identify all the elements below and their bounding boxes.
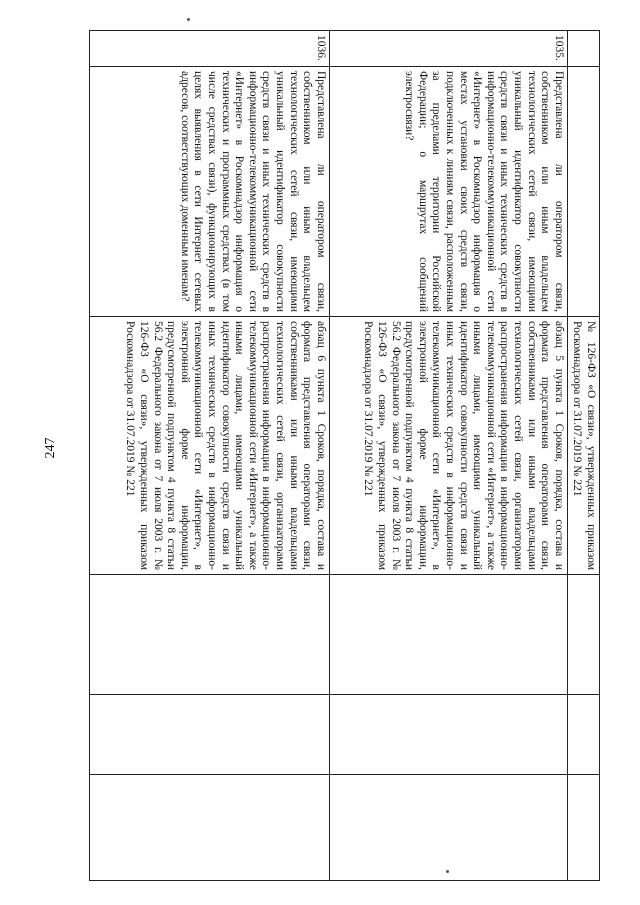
scan-mark [187,18,190,21]
row-number: 1035. [329,31,567,67]
legal-basis-cell: абзац 6 пункта 1 Сроков, порядка, состава и формата представления операторами связи, собственниками или иными владельцами технологических сетей связи, организаторами распространения информации в информационно-телекоммуникационной сети «Интернет», а также иными лицами, имеющими уникальный идентификатор совокупности средств связи и иных технических средств в информационно-телекоммуникационной сети «Интернет», в электронной форме информации, предусмотренной подпунктом 4 пункта 8 статьи 56.2 Федерального закона от 7 июля 2003 г. № 126-ФЗ «О связи», утвержденных приказом Роскомнадзора от 31.07.2019 № 221 [89,317,329,575]
question-cell [567,67,599,317]
legal-basis-cell: абзац 5 пункта 1 Сроков, порядка, состава и формата представления операторами связи, собственниками или иными владельцами технологических сетей связи, организаторами распространения информации в информационно-телекоммуникационной сети «Интернет», а также иными лицами, имеющими уникальный идентификатор совокупности средств связи и иных технических средств в информационно-телекоммуникационной сети «Интернет», в электронной форме информации, предусмотренной подпунктом 4 пункта 8 статьи 56.2 Федерального закона от 7 июля 2003 г. № 126-ФЗ «О связи», утвержденных приказом Роскомнадзора от 31.07.2019 № 221 [329,317,567,575]
answer-cell [89,695,329,775]
comment-cell [567,775,599,881]
row-number: 1036. [89,31,329,67]
comment-cell [329,775,567,881]
answer-cell [329,695,567,775]
table-row [89,31,329,881]
table-row [567,31,599,881]
answer-cell [329,575,567,695]
requirements-table [89,30,600,881]
page-number: 247 [43,437,58,459]
answer-cell [567,575,599,695]
answer-cell [89,575,329,695]
question-cell: Представлена ли оператором связи, собственником или иным владельцем технологических сетей связи, имеющими уникальный идентификатор совокупности средств связи и иных технических средств в информационно-телекоммуникационной сети «Интернет» в Роскомнадзор информация о местах установки своих средств связи, подключенных к линиям связи, расположенным за пределами территории Российской Федерации; о маршрутах сообщений электросвязи? [329,67,567,317]
rotated-table-container [90,30,600,880]
answer-cell [567,695,599,775]
table-row [329,31,567,881]
comment-cell [89,775,329,881]
question-cell: Представлена ли оператором связи, собственником или иным владельцем технологических сетей связи, имеющими уникальный идентификатор совокупности средств связи и иных технических средств в информационно-телекоммуникационной сети «Интернет» в Роскомнадзор информация о технических и программных средствах (в том числе средствах связи), функционирующих в целях выявления в сети Интернет сетевых адресов, соответствующих доменным именам? [89,67,329,317]
legal-basis-cell: № 126-ФЗ «О связи», утвержденных приказом Роскомнадзора от 31.07.2019 № 221 [567,317,599,575]
row-number [567,31,599,67]
